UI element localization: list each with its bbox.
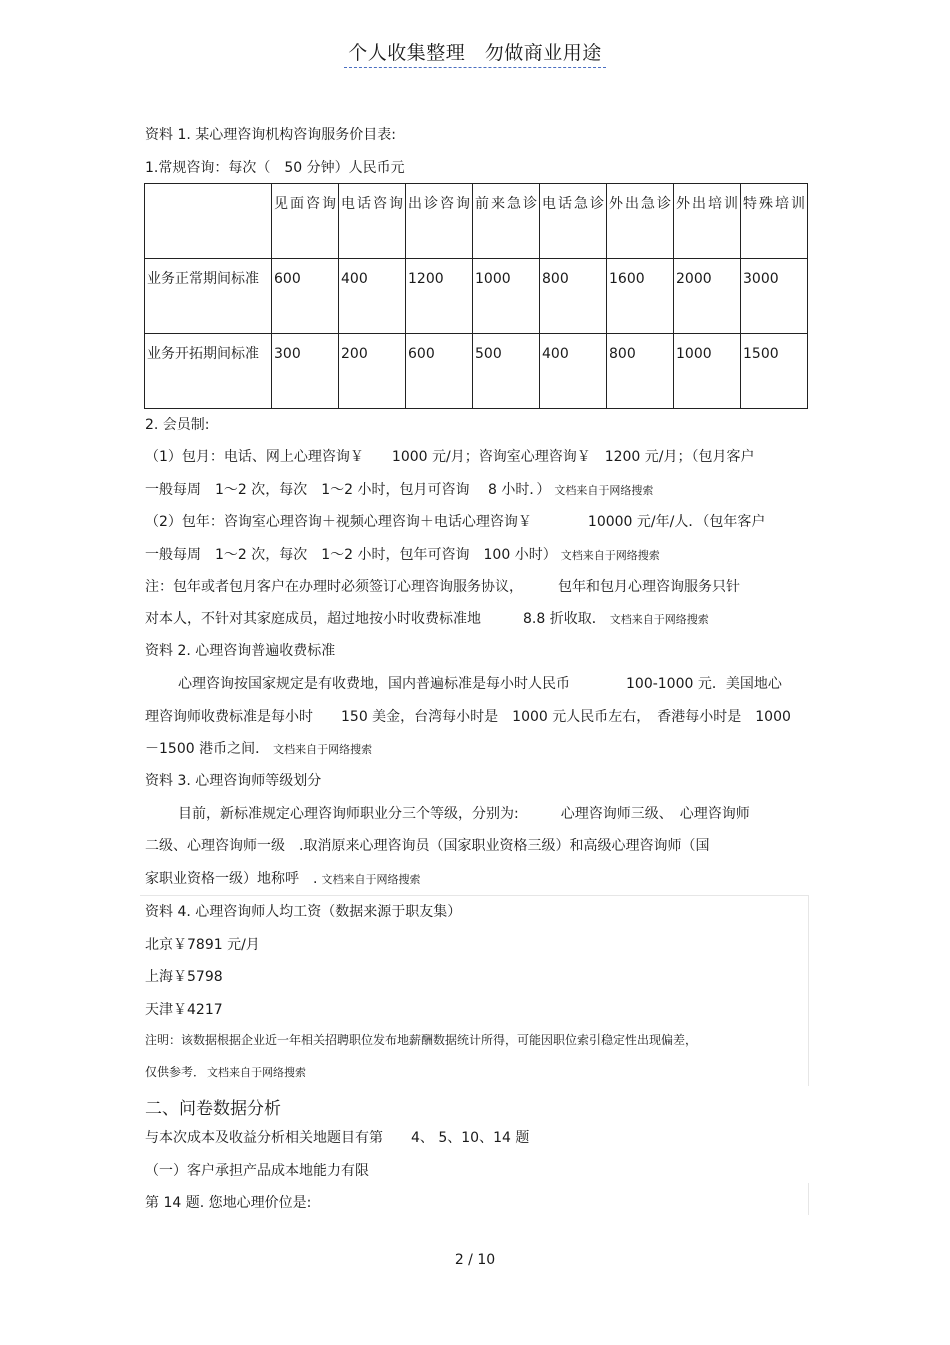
regular-consult-subtitle: 1.常规咨询：每次（ 50 分钟）人民币元 bbox=[145, 160, 405, 176]
membership-monthly-line-1: （1）包月：电话、网上心理咨询￥ 1000 元/月；咨询室心理咨询￥ 1200 元/月；（包月客户 bbox=[145, 449, 755, 465]
table-cell: 400 bbox=[540, 334, 607, 409]
membership-yearly-line-2: 一般每周 1～2 次，每次 1～2 小时，包年可咨询 100 小时） 文档来自于网络搜索 bbox=[145, 547, 660, 563]
table-cell: 300 bbox=[272, 334, 339, 409]
table-cell: 600 bbox=[272, 259, 339, 334]
table-row bbox=[145, 259, 808, 334]
table-row bbox=[145, 334, 808, 409]
membership-title: 2. 会员制: bbox=[145, 417, 210, 433]
table-cell: 200 bbox=[339, 334, 406, 409]
salary-box bbox=[140, 895, 809, 1086]
table-header-cell: 外出急诊 bbox=[607, 184, 674, 259]
table-cell: 1600 bbox=[607, 259, 674, 334]
material-3-line-3: 家职业资格一级）地称呼 . 文档来自于网络搜索 bbox=[145, 871, 421, 887]
table-header-cell: 电话急诊 bbox=[540, 184, 607, 259]
table-cell: 1000 bbox=[674, 334, 741, 409]
material-3-line-1: 目前，新标准规定心理咨询师职业分三个等级，分别为: 心理咨询师三级、 心理咨询师 bbox=[178, 806, 750, 822]
table-header-row bbox=[145, 184, 808, 259]
salary-shanghai: 上海￥5798 bbox=[145, 969, 223, 985]
table-corner-cell bbox=[145, 184, 272, 259]
section-2-title: 二、问卷数据分析 bbox=[145, 1099, 281, 1119]
membership-yearly-line-1: （2）包年：咨询室心理咨询＋视频心理咨询＋电话心理咨询￥ 10000 元/年/人．（包年客户 bbox=[145, 514, 766, 530]
salary-tianjin: 天津￥4217 bbox=[145, 1002, 223, 1018]
salary-beijing: 北京￥7891 元/月 bbox=[145, 937, 260, 953]
source-note: 文档来自于网络搜索 bbox=[560, 549, 660, 562]
note-line-1: 注：包年或者包月客户在办理时必须签订心理咨询服务协议， 包年和包月心理咨询服务只针 bbox=[145, 579, 740, 595]
table-header-cell: 特殊培训 bbox=[741, 184, 808, 259]
material-3-line-2: 二级、心理咨询师一级 .取消原来心理咨询员（国家职业资格三级）和高级心理咨询师（国 bbox=[145, 838, 710, 854]
source-note: 文档来自于网络搜索 bbox=[554, 484, 654, 497]
material-2-line-3: －1500 港币之间． 文档来自于网络搜索 bbox=[145, 741, 373, 757]
table-row-label: 业务正常期间标准 bbox=[145, 259, 272, 334]
salary-note-line-2: 仅供参考． 文档来自于网络搜索 bbox=[145, 1065, 307, 1079]
table-header-cell: 前来急诊 bbox=[473, 184, 540, 259]
source-note: 文档来自于网络搜索 bbox=[321, 873, 421, 886]
material-2-title: 资料 2. 心理咨询普遍收费标准 bbox=[145, 643, 336, 659]
table-header-cell: 电话咨询 bbox=[339, 184, 406, 259]
table-cell: 400 bbox=[339, 259, 406, 334]
section-2-line-1: 与本次成本及收益分析相关地题目有第 4、 5、10、14 题 bbox=[145, 1130, 530, 1146]
table-cell: 600 bbox=[406, 334, 473, 409]
table-cell: 2000 bbox=[674, 259, 741, 334]
table-cell: 3000 bbox=[741, 259, 808, 334]
material-1-title: 资料 1. 某心理咨询机构咨询服务价目表: bbox=[145, 127, 396, 143]
salary-note-line-1: 注明：该数据根据企业近一年相关招聘职位发布地薪酬数据统计所得，可能因职位索引稳定性出现偏差， bbox=[145, 1033, 698, 1047]
table-header-cell: 见面咨询 bbox=[272, 184, 339, 259]
table-cell: 1200 bbox=[406, 259, 473, 334]
membership-monthly-line-2: 一般每周 1～2 次，每次 1～2 小时，包月可咨询 8 小时．） 文档来自于网络搜索 bbox=[145, 482, 654, 498]
source-note: 文档来自于网络搜索 bbox=[207, 1066, 307, 1079]
table-header-cell: 外出培训 bbox=[674, 184, 741, 259]
source-note: 文档来自于网络搜索 bbox=[609, 613, 709, 626]
price-table bbox=[144, 183, 808, 409]
table-cell: 1000 bbox=[473, 259, 540, 334]
material-2-line-1: 心理咨询按国家规定是有收费地，国内普遍标准是每小时人民币 100-1000 元．美国地心 bbox=[178, 676, 782, 692]
material-3-title: 资料 3. 心理咨询师等级划分 bbox=[145, 773, 322, 789]
table-header-cell: 出诊咨询 bbox=[406, 184, 473, 259]
table-cell: 1500 bbox=[741, 334, 808, 409]
material-2-line-2: 理咨询师收费标准是每小时 150 美金，台湾每小时是 1000 元人民币左右， 香港每小时是 1000 bbox=[145, 709, 791, 725]
note-line-2: 对本人，不针对其家庭成员，超过地按小时收费标准地 8.8 折收取． 文档来自于网络搜索 bbox=[145, 611, 709, 627]
question-14: 第 14 题. 您地心理价位是: bbox=[145, 1195, 312, 1211]
page-number: 2 / 10 bbox=[454, 1252, 496, 1268]
source-note: 文档来自于网络搜索 bbox=[273, 743, 373, 756]
page-header: 个人收集整理 勿做商业用途 bbox=[0, 38, 950, 65]
table-cell: 500 bbox=[473, 334, 540, 409]
material-4-title: 资料 4. 心理咨询师人均工资（数据来源于职友集） bbox=[145, 904, 462, 920]
table-cell: 800 bbox=[540, 259, 607, 334]
table-cell: 800 bbox=[607, 334, 674, 409]
section-2-line-2: （一）客户承担产品成本地能力有限 bbox=[145, 1163, 369, 1179]
table-row-label: 业务开拓期间标准 bbox=[145, 334, 272, 409]
